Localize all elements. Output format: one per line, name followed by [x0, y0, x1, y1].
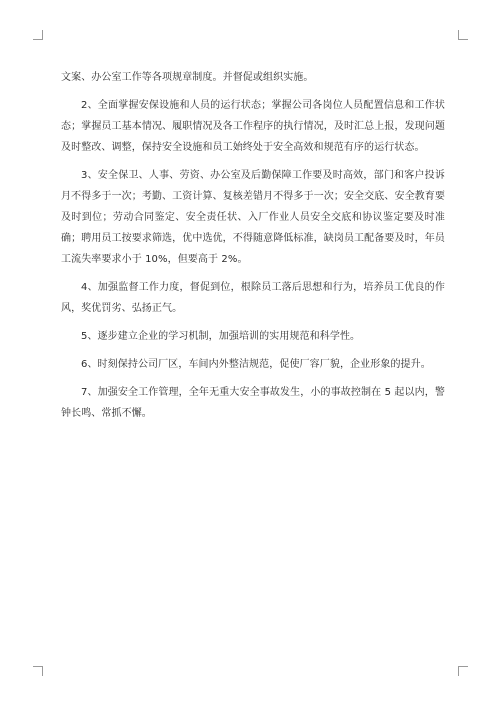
paragraph-item-2: 2、全面掌握安保设施和人员的运行状态；掌握公司各岗位人员配置信息和工作状态；掌握员工基本情况、履职情况及各工作程序的执行情况，及时汇总上报，发现问题及时整改、调整，保持安全设施和员工始终处于安全高效和规范有序的运行状态。 [61, 100, 445, 153]
crop-mark-bottom-left [33, 666, 43, 676]
paragraph-item-5: 5、逐步建立企业的学习机制，加强培训的实用规范和科学性。 [81, 331, 361, 342]
paragraph-item-7: 7、加强安全工作管理，全年无重大安全事故发生，小的事故控制在 5 起以内，警钟长鸣、常抓不懈。 [61, 387, 445, 419]
paragraph-item-4: 4、加强监督工作力度，督促到位，根除员工落后思想和行为，培养员工优良的作风，奖优罚劣、弘扬正气。 [61, 282, 445, 314]
crop-mark-bottom-right [458, 666, 468, 676]
document-body [61, 67, 445, 431]
crop-mark-top-right [458, 30, 468, 40]
paragraph-item-3: 3、安全保卫、人事、劳资、办公室及后勤保障工作要及时高效，部门和客户投诉月不得多于一次；考勤、工资计算、复核差错月不得多于一次；安全交底、安全教育要及时到位；劳动合同鉴定、安全责任状、入厂作业人员安全交底和协议鉴定要及时准确；聘用员工按要求筛选，优中选优，不得随意降低标准，缺岗员工配备要及时，年员工流失率要求小于 10%，但要高于 2%。 [61, 170, 445, 265]
paragraph-item-6: 6、时刻保持公司厂区，车间内外整洁规范，促使厂容厂貌，企业形象的提升。 [81, 359, 431, 370]
crop-mark-top-left [33, 30, 43, 40]
paragraph-continuation: 文案、办公室工作等各项规章制度。并督促或组织实施。 [61, 72, 314, 83]
